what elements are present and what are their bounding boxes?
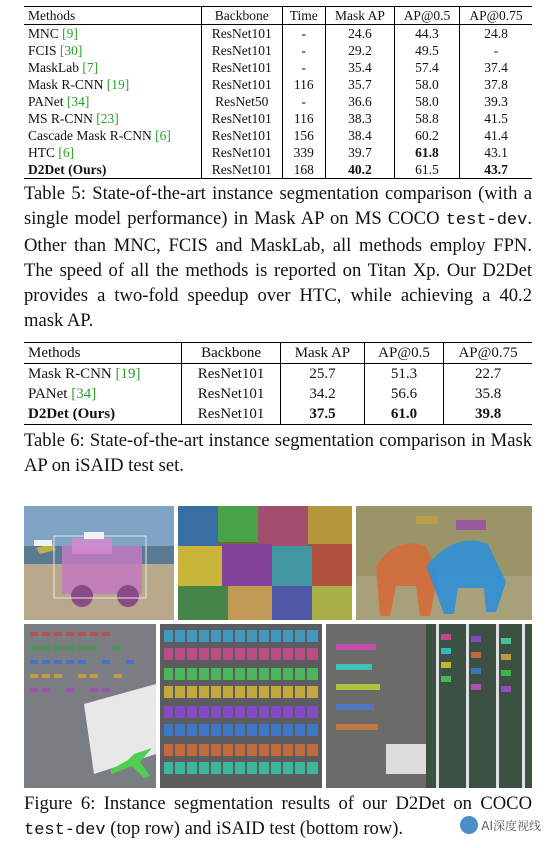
method-cell: MS R-CNN [23]	[28, 111, 119, 126]
table-row	[24, 127, 532, 144]
backbone-cell: ResNet101	[201, 25, 282, 43]
figure-image-parking-plane	[24, 624, 156, 788]
mask-ap-cell: 36.6	[325, 93, 394, 110]
figure-image-harbor	[326, 624, 532, 788]
table-row	[24, 93, 532, 110]
mask-ap-cell: 34.2	[280, 384, 364, 404]
ap75-cell: 37.4	[460, 59, 532, 76]
watermark-logo-icon	[460, 816, 478, 834]
ap75-cell: 41.5	[460, 110, 532, 127]
watermark	[460, 816, 541, 834]
col-ap50: AP@0.5	[394, 7, 459, 25]
table-6-header-row	[24, 343, 532, 364]
backbone-cell: ResNet50	[201, 93, 282, 110]
table-row	[24, 364, 532, 385]
backbone-cell: ResNet101	[201, 42, 282, 59]
method-cell: D2Det (Ours)	[28, 406, 116, 422]
table-5-caption: Table 5: State-of-the-art instance segmentation comparison (with a single model performance) in Mask AP on MS COCO test-dev. Other than MNC, FCIS and MaskLab, all methods employ FPN. The speed of all the methods is reported on Titan Xp. Our D2Det provides a two-fold speedup over HTC, while achieving a 40.2 mask AP.	[24, 183, 532, 331]
time-cell: 156	[282, 127, 325, 144]
mask-ap-cell: 25.7	[280, 364, 364, 385]
ap50-cell: 58.0	[394, 93, 459, 110]
citation-link[interactable]: [7]	[82, 60, 99, 75]
ap50-cell: 51.3	[364, 364, 443, 385]
table-row	[24, 25, 532, 43]
backbone-cell: ResNet101	[201, 76, 282, 93]
col-time: Time	[282, 7, 325, 25]
backbone-cell: ResNet101	[201, 59, 282, 76]
paper-page	[24, 6, 532, 478]
ap75-cell-best: 39.8	[444, 404, 532, 425]
method-cell: PANet [34]	[28, 386, 97, 402]
mask-ap-cell-best: 37.5	[280, 404, 364, 425]
time-cell: 339	[282, 144, 325, 161]
ap75-cell-best: 43.7	[460, 161, 532, 179]
citation-link[interactable]: [30]	[59, 43, 83, 58]
table-5	[24, 6, 532, 179]
backbone-cell: ResNet101	[182, 384, 281, 404]
col-methods: Methods	[24, 343, 182, 364]
table-row-ours	[24, 161, 532, 179]
backbone-cell: ResNet101	[201, 161, 282, 179]
ap50-cell: 49.5	[394, 42, 459, 59]
table-6	[24, 342, 532, 425]
ap75-cell: 39.3	[460, 93, 532, 110]
ap75-cell: 24.8	[460, 25, 532, 43]
backbone-cell: ResNet101	[201, 110, 282, 127]
table-6-caption: Table 6: State-of-the-art instance segmentation comparison in Mask AP on iSAID test set.	[24, 430, 532, 476]
col-ap75: AP@0.75	[444, 343, 532, 364]
ap50-cell: 57.4	[394, 59, 459, 76]
mask-ap-cell: 24.6	[325, 25, 394, 43]
method-cell: Mask R-CNN [19]	[28, 77, 130, 92]
figure-image-toys	[178, 506, 352, 620]
table-row	[24, 42, 532, 59]
ap75-cell: -	[460, 42, 532, 59]
ap50-cell-best: 61.8	[394, 144, 459, 161]
mask-ap-cell: 38.3	[325, 110, 394, 127]
table-row-ours	[24, 404, 532, 425]
method-cell: MaskLab [7]	[28, 60, 99, 75]
figure-6-caption: Figure 6: Instance segmentation results of our D2Det on COCO test-dev (top row) and iSAID test (bottom row).	[24, 793, 532, 840]
time-cell: -	[282, 93, 325, 110]
method-cell: D2Det (Ours)	[28, 162, 107, 177]
mask-ap-cell-best: 40.2	[325, 161, 394, 179]
ap75-cell: 43.1	[460, 144, 532, 161]
citation-link[interactable]: [19]	[115, 366, 141, 382]
time-cell: 168	[282, 161, 325, 179]
mask-ap-cell: 35.4	[325, 59, 394, 76]
figure-image-truck	[24, 506, 174, 620]
method-cell: FCIS [30]	[28, 43, 83, 58]
backbone-cell: ResNet101	[182, 404, 281, 425]
table-row	[24, 384, 532, 404]
col-mask-ap: Mask AP	[280, 343, 364, 364]
col-backbone: Backbone	[201, 7, 282, 25]
ap50-cell: 44.3	[394, 25, 459, 43]
mask-ap-cell: 39.7	[325, 144, 394, 161]
time-cell: -	[282, 25, 325, 43]
citation-link[interactable]: [23]	[96, 111, 119, 126]
table-row	[24, 59, 532, 76]
ap50-cell: 58.0	[394, 76, 459, 93]
col-backbone: Backbone	[182, 343, 281, 364]
citation-link[interactable]: [6]	[155, 128, 171, 143]
ap50-cell: 56.6	[364, 384, 443, 404]
backbone-cell: ResNet101	[182, 364, 281, 385]
mask-ap-cell: 29.2	[325, 42, 394, 59]
time-cell: -	[282, 59, 325, 76]
watermark-text: AI深度视线	[481, 818, 541, 833]
citation-link[interactable]: [6]	[58, 145, 75, 160]
table-row	[24, 110, 532, 127]
ap75-cell: 37.8	[460, 76, 532, 93]
method-cell: Cascade Mask R-CNN [6]	[28, 128, 171, 143]
ap75-cell: 22.7	[444, 364, 532, 385]
ap75-cell: 35.8	[444, 384, 532, 404]
citation-link[interactable]: [34]	[71, 386, 97, 402]
backbone-cell: ResNet101	[201, 144, 282, 161]
time-cell: 116	[282, 110, 325, 127]
method-cell: HTC [6]	[28, 145, 75, 160]
table-row	[24, 76, 532, 93]
col-mask-ap: Mask AP	[325, 7, 394, 25]
method-cell: PANet [34]	[28, 94, 90, 109]
method-cell: Mask R-CNN [19]	[28, 366, 141, 382]
ap50-cell-best: 61.0	[364, 404, 443, 425]
time-cell: 116	[282, 76, 325, 93]
backbone-cell: ResNet101	[201, 127, 282, 144]
figure-image-zebras	[356, 506, 532, 620]
citation-link[interactable]: [9]	[62, 26, 78, 41]
col-ap50: AP@0.5	[364, 343, 443, 364]
table-5-header-row	[24, 7, 532, 25]
ap50-cell: 60.2	[394, 127, 459, 144]
citation-link[interactable]: [19]	[106, 77, 130, 92]
mask-ap-cell: 38.4	[325, 127, 394, 144]
figure-image-parking-lot	[160, 624, 322, 788]
col-ap75: AP@0.75	[460, 7, 532, 25]
ap50-cell: 58.8	[394, 110, 459, 127]
ap50-cell: 61.5	[394, 161, 459, 179]
col-methods: Methods	[24, 7, 201, 25]
time-cell: -	[282, 42, 325, 59]
citation-link[interactable]: [34]	[66, 94, 90, 109]
mask-ap-cell: 35.7	[325, 76, 394, 93]
table-row	[24, 144, 532, 161]
ap75-cell: 41.4	[460, 127, 532, 144]
method-cell: MNC [9]	[28, 26, 78, 41]
